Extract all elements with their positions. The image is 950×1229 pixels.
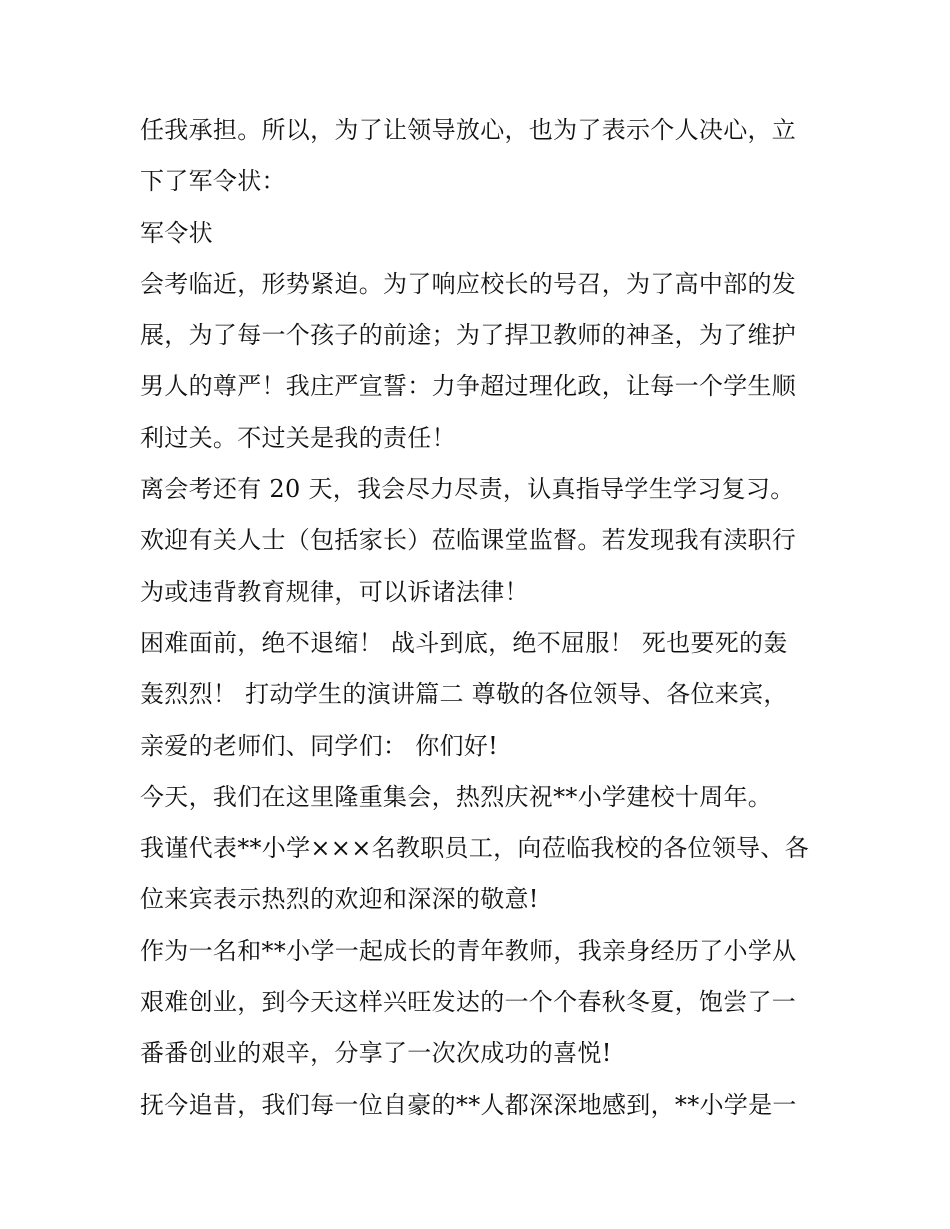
text-line: 亲爱的老师们、同学们： 你们好!	[140, 731, 499, 760]
text-line: 我谨代表**小学×××名教职员工，向莅临我校的各位领导、各	[140, 834, 810, 863]
text-line: 下了军令状：	[140, 167, 286, 196]
text-line: 离会考还有 20 天，我会尽力尽责，认真指导学生学习复习。	[140, 475, 795, 504]
text-line: 轰烈烈！ 打动学生的演讲篇二 尊敬的各位领导、各位来宾，	[140, 680, 788, 709]
text-line: 为或违背教育规律，可以诉诸法律！	[140, 577, 529, 606]
text-line: 位来宾表示热烈的欢迎和深深的敬意!	[140, 885, 539, 914]
section-heading: 军令状	[140, 218, 213, 247]
text-line: 男人的尊严！我庄严宣誓：力争超过理化政，让每一个学生顺	[140, 372, 797, 401]
text-line: 展，为了每一个孩子的前途；为了捍卫教师的神圣，为了维护	[140, 321, 797, 350]
text-line: 番番创业的艰辛，分享了一次次成功的喜悦!	[140, 1039, 612, 1068]
text-line: 困难面前，绝不退缩！ 战斗到底，绝不屈服！ 死也要死的轰	[140, 628, 788, 657]
text-line: 今天，我们在这里隆重集会，热烈庆祝**小学建校十周年。	[140, 782, 773, 811]
text-line: 任我承担。所以，为了让领导放心，也为了表示个人决心，立	[140, 116, 797, 144]
text-line: 会考临近，形势紧迫。为了响应校长的号召，为了高中部的发	[140, 269, 797, 298]
document-body	[140, 105, 820, 1131]
text-line: 利过关。不过关是我的责任！	[140, 423, 456, 452]
text-line: 欢迎有关人士（包括家长）莅临课堂监督。若发现我有渎职行	[140, 526, 797, 555]
text-line: 作为一名和**小学一起成长的青年教师，我亲身经历了小学从	[140, 936, 797, 965]
text-line: 艰难创业，到今天这样兴旺发达的一个个春秋冬夏，饱尝了一	[140, 988, 797, 1017]
text-line: 抚今追昔，我们每一位自豪的**人都深深地感到，**小学是一	[140, 1090, 797, 1119]
